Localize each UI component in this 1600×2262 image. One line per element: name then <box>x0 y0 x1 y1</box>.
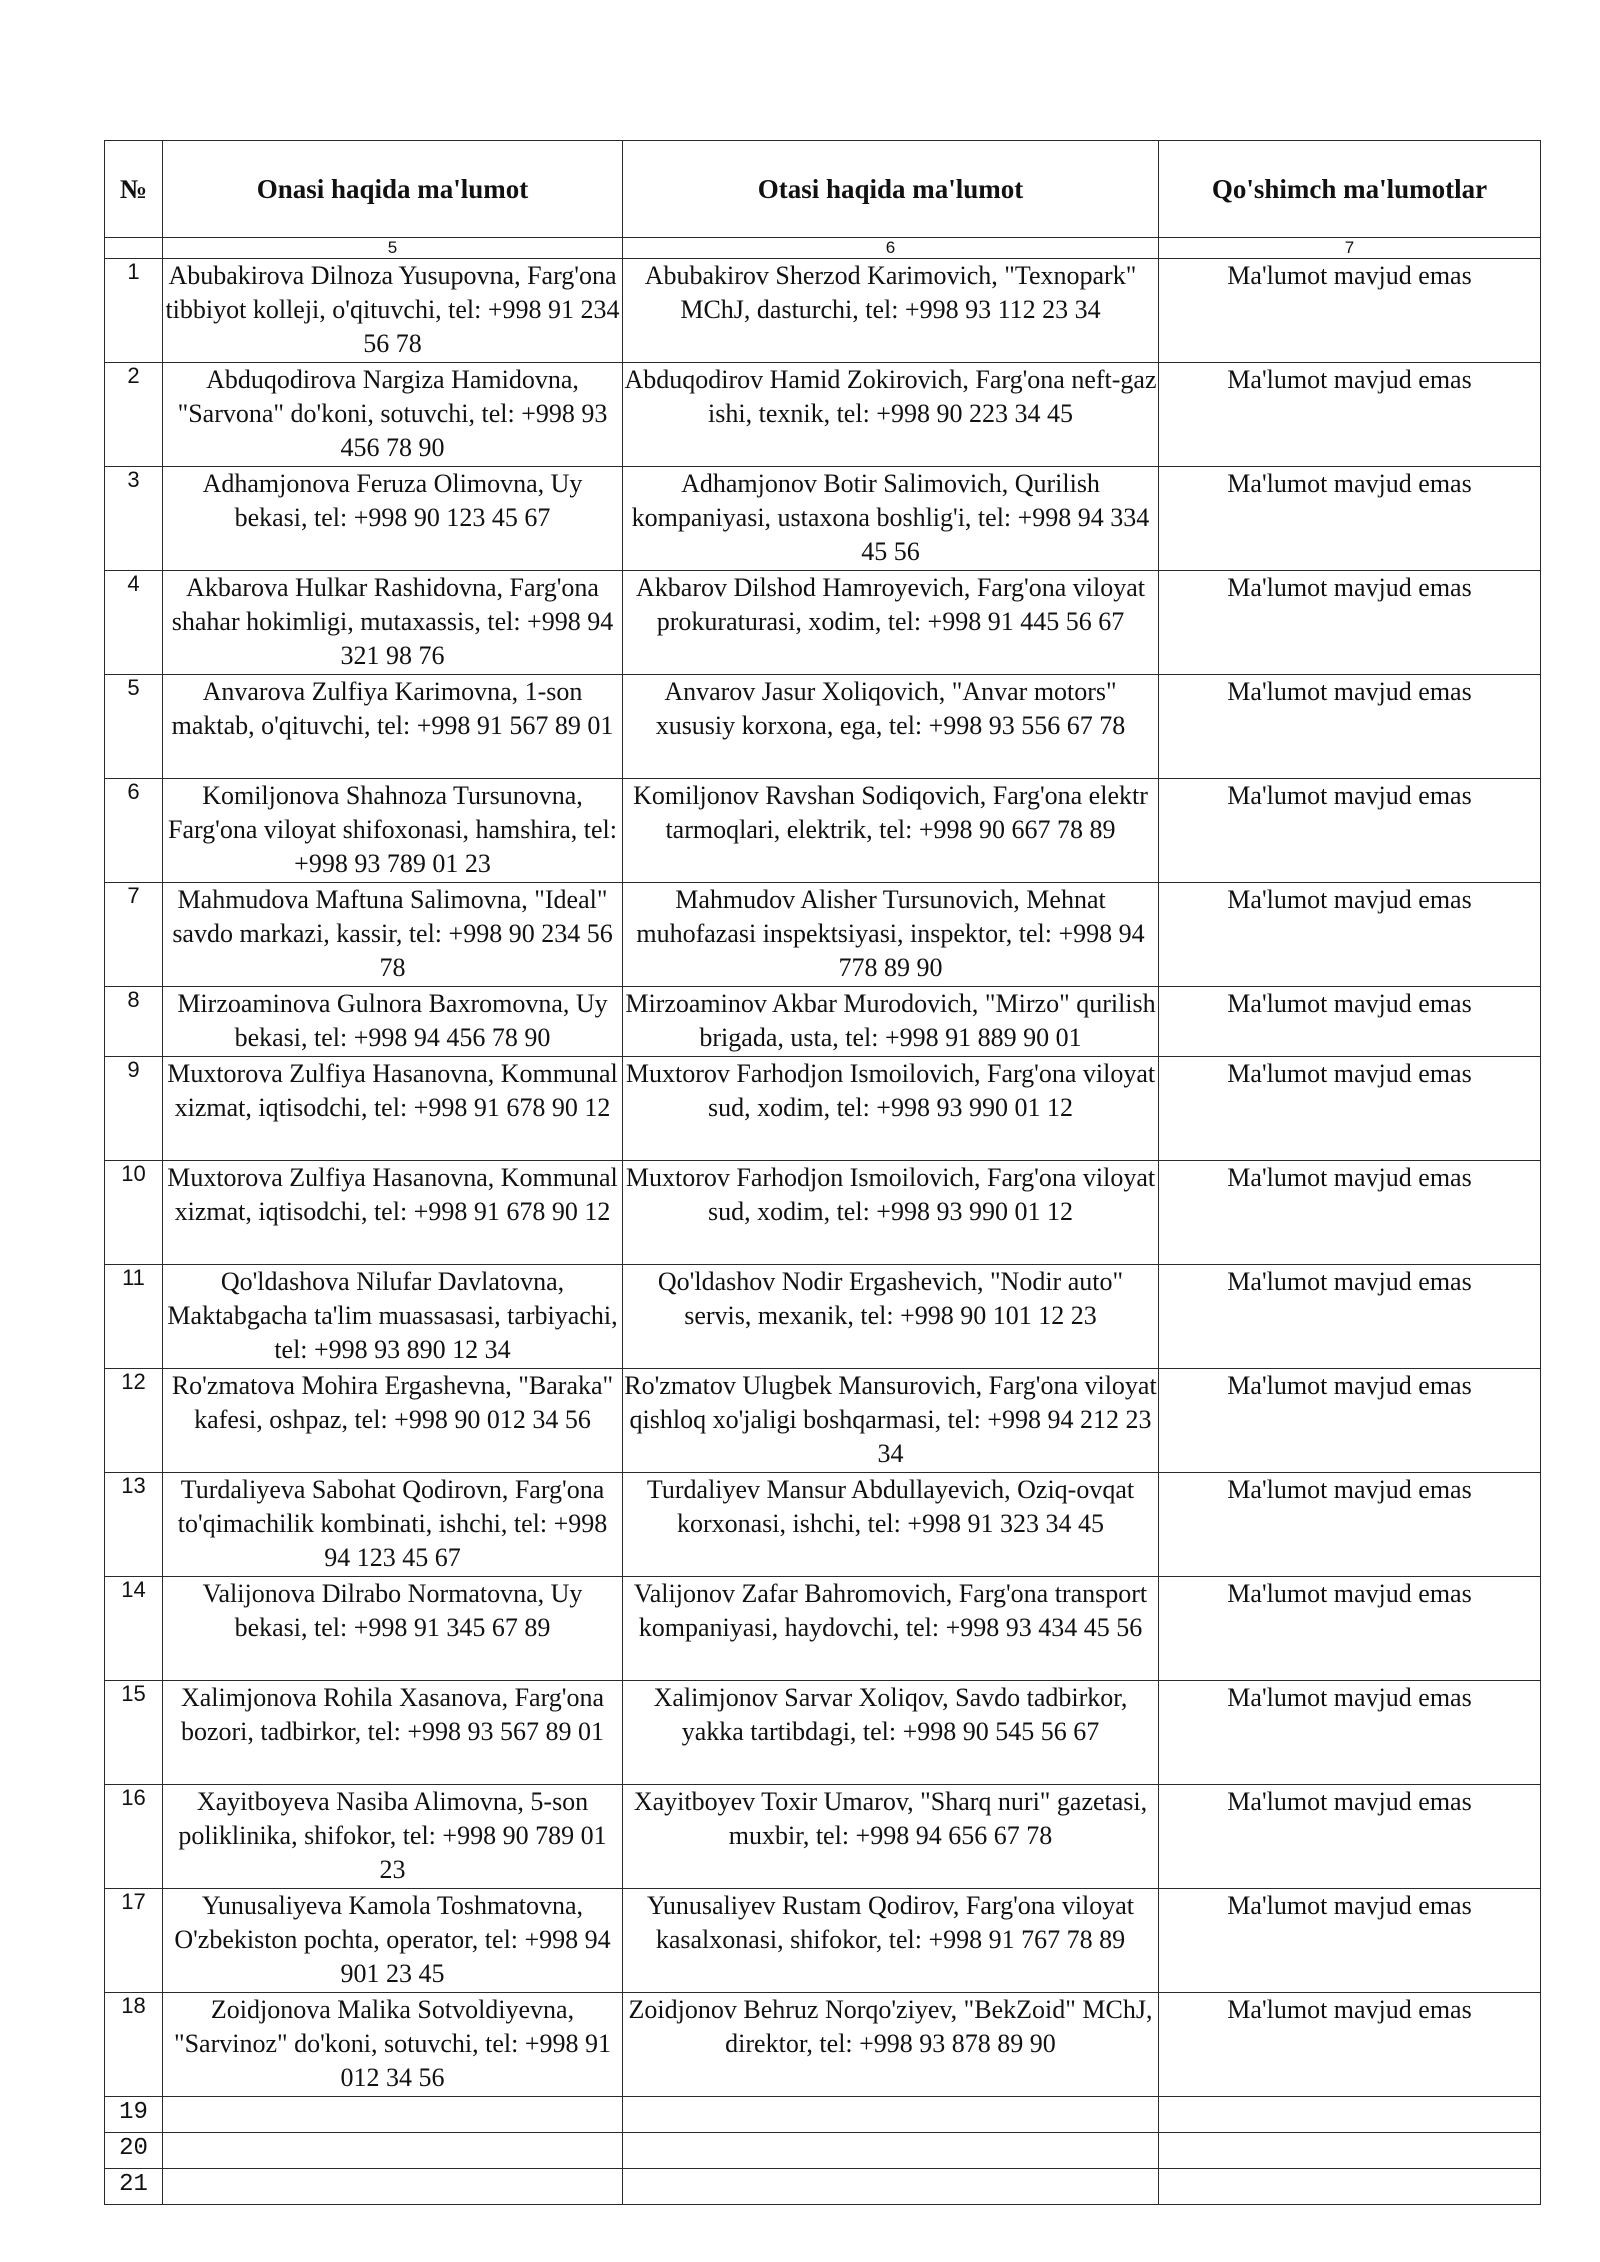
table-row <box>105 1785 1541 1889</box>
father-info-cell: Mirzoaminov Akbar Murodovich, "Mirzo" qurilish brigada, usta, tel: +998 91 889 90 01 <box>623 987 1159 1057</box>
additional-info-cell: Ma'lumot mavjud emas <box>1159 363 1541 467</box>
row-number: 18 <box>105 1993 163 2097</box>
mother-info-cell: Akbarova Hulkar Rashidovna, Farg'ona shahar hokimligi, mutaxassis, tel: +998 94 321 98 76 <box>163 571 623 675</box>
mother-info-cell: Yunusaliyeva Kamola Toshmatovna, O'zbekiston pochta, operator, tel: +998 94 901 23 45 <box>163 1889 623 1993</box>
father-info-cell: Komiljonov Ravshan Sodiqovich, Farg'ona elektr tarmoqlari, elektrik, tel: +998 90 667 78 89 <box>623 779 1159 883</box>
row-number: 5 <box>105 675 163 779</box>
row-number: 3 <box>105 467 163 571</box>
mother-info-cell: Zoidjonova Malika Sotvoldiyevna, "Sarvinoz" do'koni, sotuvchi, tel: +998 91 012 34 56 <box>163 1993 623 2097</box>
empty-table-row <box>105 2097 1541 2133</box>
mother-info-cell: Xalimjonova Rohila Xasanova, Farg'ona bozori, tadbirkor, tel: +998 93 567 89 01 <box>163 1681 623 1785</box>
table-row <box>105 1577 1541 1681</box>
mother-info-cell: Adhamjonova Feruza Olimovna, Uy bekasi, tel: +998 90 123 45 67 <box>163 467 623 571</box>
father-info-cell: Valijonov Zafar Bahromovich, Farg'ona transport kompaniyasi, haydovchi, tel: +998 93 434 45 56 <box>623 1577 1159 1681</box>
mother-info-cell: Muxtorova Zulfiya Hasanovna, Kommunal xizmat, iqtisodchi, tel: +998 91 678 90 12 <box>163 1161 623 1265</box>
row-number: 12 <box>105 1369 163 1473</box>
row-number: 10 <box>105 1161 163 1265</box>
mother-info-cell: Ro'zmatova Mohira Ergashevna, "Baraka" kafesi, oshpaz, tel: +998 90 012 34 56 <box>163 1369 623 1473</box>
table-row <box>105 883 1541 987</box>
row-number: 6 <box>105 779 163 883</box>
additional-info-cell: Ma'lumot mavjud emas <box>1159 779 1541 883</box>
father-info-cell: Abubakirov Sherzod Karimovich, "Texnopark" MChJ, dasturchi, tel: +998 93 112 23 34 <box>623 259 1159 363</box>
additional-info-cell <box>1159 2097 1541 2133</box>
row-number: 1 <box>105 259 163 363</box>
additional-info-cell: Ma'lumot mavjud emas <box>1159 1473 1541 1577</box>
additional-info-cell: Ma'lumot mavjud emas <box>1159 1993 1541 2097</box>
mother-info-cell: Mahmudova Maftuna Salimovna, "Ideal" savdo markazi, kassir, tel: +998 90 234 56 78 <box>163 883 623 987</box>
row-number: 2 <box>105 363 163 467</box>
header-additional-info: Qo'shimch ma'lumotlar <box>1159 141 1541 238</box>
father-info-cell: Ro'zmatov Ulugbek Mansurovich, Farg'ona viloyat qishloq xo'jaligi boshqarmasi, tel: +998 94 212 23 34 <box>623 1369 1159 1473</box>
additional-info-cell: Ma'lumot mavjud emas <box>1159 1161 1541 1265</box>
row-number: 15 <box>105 1681 163 1785</box>
table-row <box>105 1993 1541 2097</box>
mother-info-cell: Anvarova Zulfiya Karimovna, 1-son maktab, o'qituvchi, tel: +998 91 567 89 01 <box>163 675 623 779</box>
father-info-cell: Muxtorov Farhodjon Ismoilovich, Farg'ona viloyat sud, xodim, tel: +998 93 990 01 12 <box>623 1057 1159 1161</box>
header-row <box>105 141 1541 238</box>
header-father-info: Otasi haqida ma'lumot <box>623 141 1159 238</box>
mother-info-cell: Abduqodirova Nargiza Hamidovna, "Sarvona" do'koni, sotuvchi, tel: +998 93 456 78 90 <box>163 363 623 467</box>
father-info-cell: Adhamjonov Botir Salimovich, Qurilish kompaniyasi, ustaxona boshlig'i, tel: +998 94 334 45 56 <box>623 467 1159 571</box>
additional-info-cell: Ma'lumot mavjud emas <box>1159 1681 1541 1785</box>
row-number: 13 <box>105 1473 163 1577</box>
table-row <box>105 1889 1541 1993</box>
column-index-empty <box>105 238 163 259</box>
mother-info-cell: Qo'ldashova Nilufar Davlatovna, Maktabgacha ta'lim muassasasi, tarbiyachi, tel: +998 93 890 12 34 <box>163 1265 623 1369</box>
table-row <box>105 363 1541 467</box>
row-number: 7 <box>105 883 163 987</box>
additional-info-cell: Ma'lumot mavjud emas <box>1159 1577 1541 1681</box>
table-row <box>105 1681 1541 1785</box>
father-info-cell <box>623 2169 1159 2205</box>
row-number: 17 <box>105 1889 163 1993</box>
father-info-cell: Anvarov Jasur Xoliqovich, "Anvar motors" xususiy korxona, ega, tel: +998 93 556 67 78 <box>623 675 1159 779</box>
father-info-cell: Yunusaliyev Rustam Qodirov, Farg'ona viloyat kasalxonasi, shifokor, tel: +998 91 767 78 89 <box>623 1889 1159 1993</box>
additional-info-cell: Ma'lumot mavjud emas <box>1159 883 1541 987</box>
father-info-cell: Xalimjonov Sarvar Xoliqov, Savdo tadbirkor, yakka tartibdagi, tel: +998 90 545 56 67 <box>623 1681 1159 1785</box>
father-info-cell: Abduqodirov Hamid Zokirovich, Farg'ona neft-gaz ishi, texnik, tel: +998 90 223 34 45 <box>623 363 1159 467</box>
father-info-cell: Muxtorov Farhodjon Ismoilovich, Farg'ona viloyat sud, xodim, tel: +998 93 990 01 12 <box>623 1161 1159 1265</box>
father-info-cell <box>623 2097 1159 2133</box>
row-number: 20 <box>105 2133 163 2169</box>
header-number: № <box>105 141 163 238</box>
row-number: 9 <box>105 1057 163 1161</box>
mother-info-cell <box>163 2133 623 2169</box>
additional-info-cell: Ma'lumot mavjud emas <box>1159 259 1541 363</box>
mother-info-cell: Mirzoaminova Gulnora Baxromovna, Uy bekasi, tel: +998 94 456 78 90 <box>163 987 623 1057</box>
mother-info-cell: Xayitboyeva Nasiba Alimovna, 5-son poliklinika, shifokor, tel: +998 90 789 01 23 <box>163 1785 623 1889</box>
table-row <box>105 467 1541 571</box>
column-index-mother: 5 <box>163 238 623 259</box>
father-info-cell: Qo'ldashov Nodir Ergashevich, "Nodir auto" servis, mexanik, tel: +998 90 101 12 23 <box>623 1265 1159 1369</box>
mother-info-cell: Turdaliyeva Sabohat Qodirovn, Farg'ona to'qimachilik kombinati, ishchi, tel: +998 94 123 45 67 <box>163 1473 623 1577</box>
table-row <box>105 987 1541 1057</box>
table-row <box>105 259 1541 363</box>
additional-info-cell: Ma'lumot mavjud emas <box>1159 1889 1541 1993</box>
empty-table-row <box>105 2133 1541 2169</box>
additional-info-cell <box>1159 2133 1541 2169</box>
table-row <box>105 1161 1541 1265</box>
table-row <box>105 1369 1541 1473</box>
father-info-cell: Zoidjonov Behruz Norqo'ziyev, "BekZoid" MChJ, direktor, tel: +998 93 878 89 90 <box>623 1993 1159 2097</box>
column-index-extra: 7 <box>1159 238 1541 259</box>
column-index-row <box>105 238 1541 259</box>
father-info-cell: Xayitboyev Toxir Umarov, "Sharq nuri" gazetasi, muxbir, tel: +998 94 656 67 78 <box>623 1785 1159 1889</box>
table-row <box>105 1265 1541 1369</box>
row-number: 21 <box>105 2169 163 2205</box>
table-row <box>105 1473 1541 1577</box>
table-row <box>105 779 1541 883</box>
mother-info-cell <box>163 2169 623 2205</box>
mother-info-cell: Komiljonova Shahnoza Tursunovna, Farg'ona viloyat shifoxonasi, hamshira, tel: +998 93 789 01 23 <box>163 779 623 883</box>
table-row <box>105 1057 1541 1161</box>
additional-info-cell: Ma'lumot mavjud emas <box>1159 1057 1541 1161</box>
table-row <box>105 571 1541 675</box>
mother-info-cell: Valijonova Dilrabo Normatovna, Uy bekasi, tel: +998 91 345 67 89 <box>163 1577 623 1681</box>
father-info-cell: Turdaliyev Mansur Abdullayevich, Oziq-ovqat korxonasi, ishchi, tel: +998 91 323 34 45 <box>623 1473 1159 1577</box>
column-index-father: 6 <box>623 238 1159 259</box>
row-number: 4 <box>105 571 163 675</box>
row-number: 19 <box>105 2097 163 2133</box>
table-row <box>105 675 1541 779</box>
additional-info-cell: Ma'lumot mavjud emas <box>1159 1785 1541 1889</box>
additional-info-cell <box>1159 2169 1541 2205</box>
additional-info-cell: Ma'lumot mavjud emas <box>1159 1265 1541 1369</box>
mother-info-cell: Abubakirova Dilnoza Yusupovna, Farg'ona tibbiyot kolleji, o'qituvchi, tel: +998 91 234 56 78 <box>163 259 623 363</box>
table-body <box>105 259 1541 2205</box>
row-number: 16 <box>105 1785 163 1889</box>
mother-info-cell <box>163 2097 623 2133</box>
row-number: 11 <box>105 1265 163 1369</box>
additional-info-cell: Ma'lumot mavjud emas <box>1159 467 1541 571</box>
father-info-cell: Mahmudov Alisher Tursunovich, Mehnat muhofazasi inspektsiyasi, inspektor, tel: +998 94 778 89 90 <box>623 883 1159 987</box>
header-mother-info: Onasi haqida ma'lumot <box>163 141 623 238</box>
student-parents-table <box>104 140 1541 2205</box>
row-number: 14 <box>105 1577 163 1681</box>
additional-info-cell: Ma'lumot mavjud emas <box>1159 1369 1541 1473</box>
additional-info-cell: Ma'lumot mavjud emas <box>1159 675 1541 779</box>
empty-table-row <box>105 2169 1541 2205</box>
mother-info-cell: Muxtorova Zulfiya Hasanovna, Kommunal xizmat, iqtisodchi, tel: +998 91 678 90 12 <box>163 1057 623 1161</box>
row-number: 8 <box>105 987 163 1057</box>
additional-info-cell: Ma'lumot mavjud emas <box>1159 987 1541 1057</box>
father-info-cell <box>623 2133 1159 2169</box>
father-info-cell: Akbarov Dilshod Hamroyevich, Farg'ona viloyat prokuraturasi, xodim, tel: +998 91 445 56 67 <box>623 571 1159 675</box>
additional-info-cell: Ma'lumot mavjud emas <box>1159 571 1541 675</box>
